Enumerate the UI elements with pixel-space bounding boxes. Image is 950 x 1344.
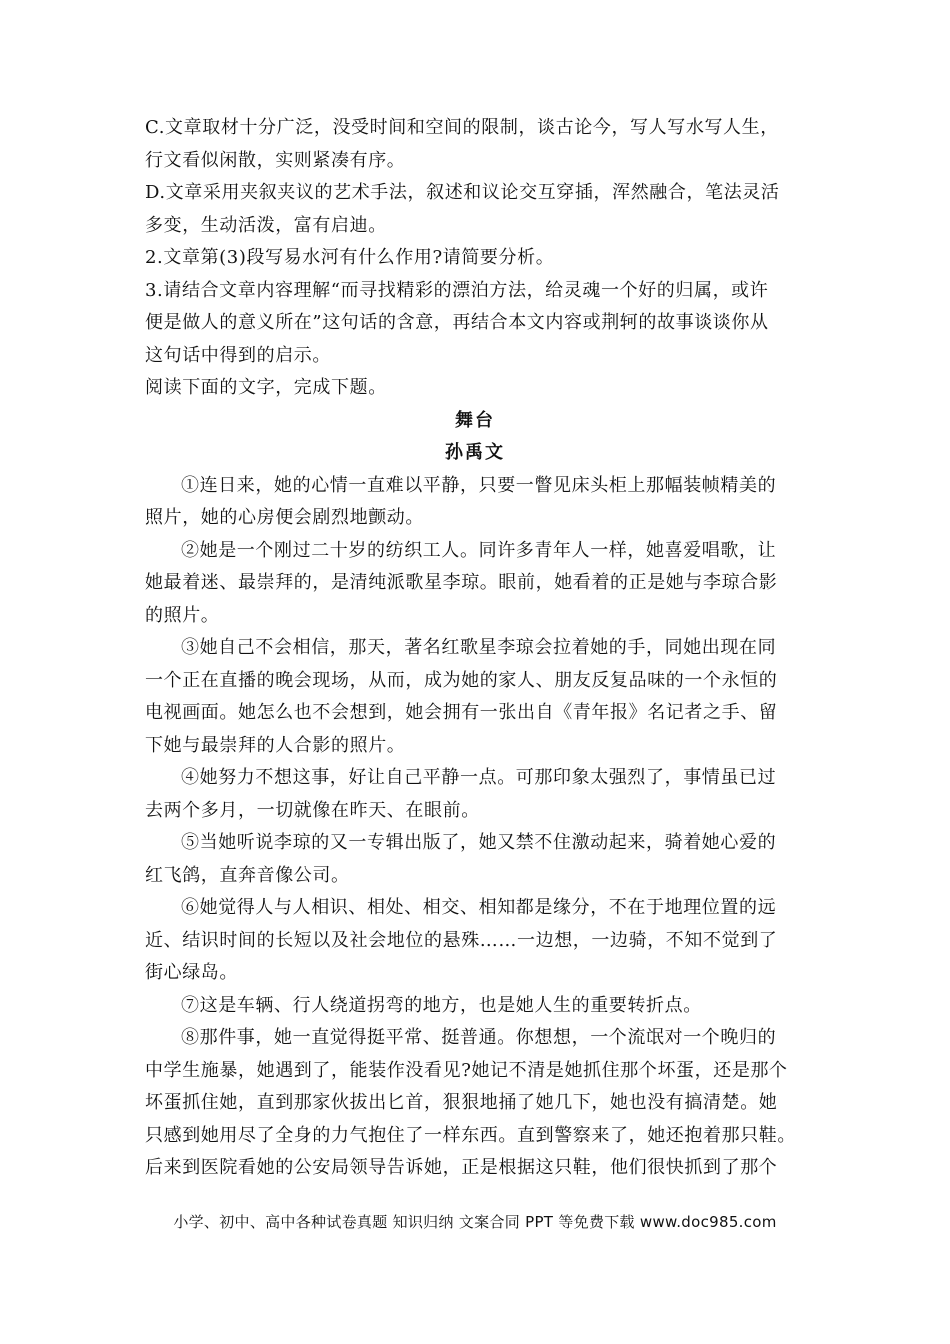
document-body [145,112,805,1185]
question-line: 行文看似闲散，实则紧凑有序。 [145,149,406,171]
paragraph-line: ④她努力不想这事，好让自己平静一点。可那印象太强烈了，事情虽已过 [181,767,777,788]
paragraph-line: ①连日来，她的心情一直难以平静，只要一瞥见床头柜上那幅装帧精美的 [181,474,777,496]
question-line: C.文章取材十分广泛，没受时间和空间的限制，谈古论今，写人写水写人生， [145,117,779,138]
paragraph-line: 坏蛋抓住她，直到那家伙拔出匕首，狠狠地捅了她几下，她也没有搞清楚。她 [145,1092,778,1113]
paragraph-line: 红飞鸽，直奔音像公司。 [145,864,350,886]
question-line: 多变，生动活泼，富有启迪。 [145,214,387,236]
paragraph-line: 的照片。 [145,604,220,626]
paragraph-line: ⑦这是车辆、行人绕道拐弯的地方，也是她人生的重要转折点。 [181,994,702,1016]
paragraph-line: 一个正在直播的晚会现场，从而，成为她的家人、朋友反复品味的一个永恒的 [145,669,778,691]
paragraph-1 [145,470,805,535]
paragraph-2 [145,535,805,633]
paragraph-line: ⑤当她听说李琼的又一专辑出版了，她又禁不住激动起来，骑着她心爱的 [181,832,777,853]
paragraph-6 [145,892,805,990]
paragraph-5 [145,827,805,892]
question-line: 便是做人的意义所在”这句话的含意，再结合本文内容或荆轲的故事谈谈你从 [145,312,769,333]
paragraph-line: ⑥她觉得人与人相识、相处、相交、相知都是缘分，不在于地理位置的远 [181,897,777,918]
article-title: 舞台 [455,409,495,431]
paragraph-line: ③她自己不会相信，那天，著名红歌星李琼会拉着她的手，同她出现在同 [181,637,777,658]
paragraph-line: ⑧那件事，她一直觉得挺平常、挺普通。你想想，一个流氓对一个晚归的 [181,1027,777,1048]
paragraph-7 [145,990,805,1023]
paragraph-line: 中学生施暴，她遇到了，能装作没看见?她记不清是她抓住那个坏蛋，还是那个 [145,1059,788,1081]
paragraph-line: 近、结识时间的长短以及社会地位的悬殊……一边想，一边骑，不知不觉到了 [145,929,778,951]
paragraph-3 [145,632,805,762]
paragraph-line: 下她与最崇拜的人合影的照片。 [145,734,406,756]
paragraph-line: 去两个多月，一切就像在昨天、在眼前。 [145,799,480,821]
paragraph-line: 只感到她用尽了全身的力气抱住了一样东西。直到警察来了，她还抱着那只鞋。 [145,1124,796,1146]
paragraph-line: 她最着迷、最崇拜的，是清纯派歌星李琼。眼前，她看着的正是她与李琼合影 [145,572,778,593]
paragraph-line: 电视画面。她怎么也不会想到，她会拥有一张出自《青年报》名记者之手、留 [145,702,778,723]
paragraph-line: ②她是一个刚过二十岁的纺织工人。同许多青年人一样，她喜爱唱歌，让 [181,539,777,561]
paragraph-line: 后来到医院看她的公安局领导告诉她，正是根据这只鞋，他们很快抓到了那个 [145,1157,778,1178]
paragraph-line: 街心绿岛。 [145,962,238,983]
question-line: 2.文章第(3)段写易水河有什么作用?请简要分析。 [145,247,555,268]
paragraph-4 [145,762,805,827]
question-line: D.文章采用夹叙夹议的艺术手法，叙述和议论交互穿插，浑然融合，笔法灵活 [145,182,780,203]
question-line: 这句话中得到的启示。 [145,344,331,366]
page-footer: 小学、初中、高中各种试卷真题 知识归纳 文案合同 PPT 等免费下载 www.doc985.com [173,1213,777,1231]
paragraph-line: 照片，她的心房便会剧烈地颤动。 [145,507,424,528]
paragraph-8 [145,1022,805,1185]
article-author: 孙禹文 [445,442,505,463]
question-line: 3.请结合文章内容理解“而寻找精彩的漂泊方法，给灵魂一个好的归属，或许 [145,279,769,301]
reading-instruction: 阅读下面的文字，完成下题。 [145,377,387,398]
